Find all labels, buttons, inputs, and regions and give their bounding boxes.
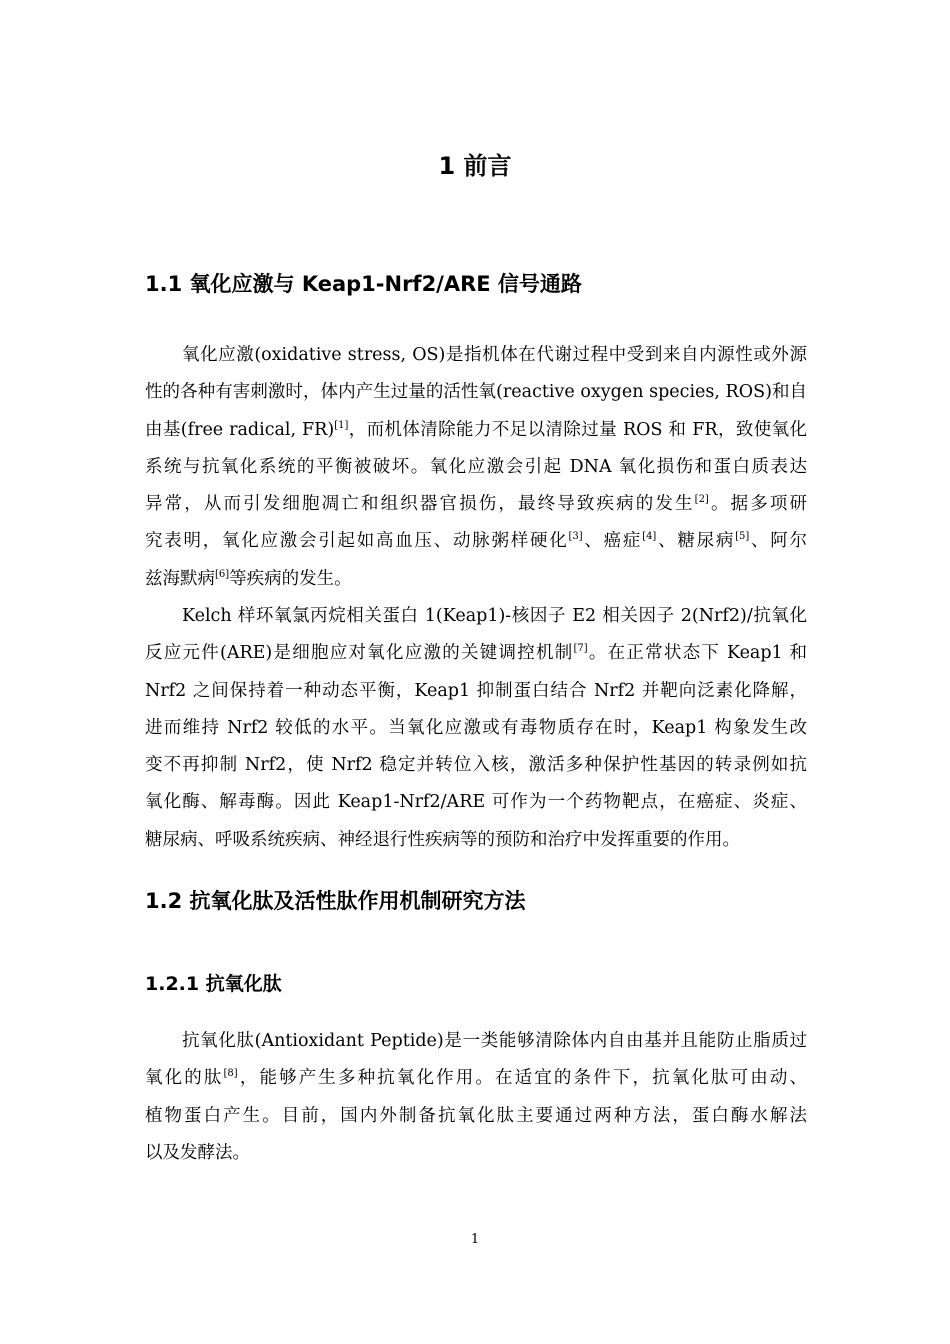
text-line (145, 747, 807, 784)
paragraph-oxidative-stress (145, 337, 807, 598)
text-run: 、糖尿病 (656, 531, 736, 552)
text-run: ，而机体清除能力不足以清除过量 ROS 和 FR，致使氧化 (348, 419, 807, 440)
text-run: Kelch 样环氧氯丙烷相关蛋白 1(Keap1)-核因子 E2 相关因子 2(Nrf2)/抗氧化 (182, 606, 807, 626)
section-heading-1-2: 1.2 抗氧化肽及活性肽作用机制研究方法 (145, 889, 526, 913)
text-run: 异常，从而引发细胞凋亡和组织器官损伤，最终导致疾病的发生 (145, 494, 695, 515)
text-line (145, 412, 807, 449)
text-run: 植物蛋白产生。目前，国内外制备抗氧化肽主要通过两种方法，蛋白酶水解法 (145, 1105, 807, 1126)
text-line (145, 710, 807, 747)
text-line (145, 486, 807, 523)
text-line (145, 1098, 807, 1135)
text-run: 、阿尔 (749, 531, 808, 552)
citation-marker: [7] (573, 643, 588, 655)
paragraph-antioxidant-peptide (145, 1023, 807, 1172)
chapter-title: 1 前言 (438, 152, 512, 180)
citation-marker: [4] (642, 531, 657, 543)
text-run: Nrf2 之间保持着一种动态平衡，Keap1 抑制蛋白结合 Nrf2 并靶向泛素化降解， (145, 680, 807, 701)
text-run: 等疾病的发生。 (229, 568, 352, 589)
text-run: 糖尿病、呼吸系统疾病、神经退行性疾病等的预防和治疗中发挥重要的作用。 (145, 829, 740, 850)
text-line (145, 598, 807, 635)
text-run: 氧化的肽 (145, 1068, 224, 1089)
text-run: ，能够产生多种抗氧化作用。在适宜的条件下，抗氧化肽可由动、 (237, 1068, 808, 1089)
citation-marker: [1] (334, 419, 349, 431)
text-run: 。据多项研 (708, 494, 807, 515)
text-run: 由基(free radical, FR) (145, 419, 335, 440)
text-line (145, 1023, 807, 1060)
text-line (145, 1135, 807, 1172)
text-run: 兹海默病 (145, 568, 215, 589)
text-line (145, 673, 807, 710)
text-run: 氧化酶、解毒酶。因此 Keap1-Nrf2/ARE 可作为一个药物靶点，在癌症、炎症、 (145, 792, 807, 813)
text-line (145, 822, 807, 859)
text-run: 究表明，氧化应激会引起如高血压、动脉粥样硬化 (145, 531, 569, 552)
paragraph-keap1-nrf2 (145, 598, 807, 859)
text-line (145, 374, 807, 411)
section-heading-1-2-1: 1.2.1 抗氧化肽 (145, 973, 282, 995)
text-line (145, 523, 807, 560)
text-line (145, 449, 807, 486)
text-run: 性的各种有害刺激时，体内产生过量的活性氧(reactive oxygen species, ROS)和自 (145, 382, 807, 403)
citation-marker: [2] (694, 494, 709, 506)
citation-marker: [6] (215, 568, 230, 580)
text-line (145, 337, 807, 374)
text-run: 以及发酵法。 (145, 1142, 250, 1163)
text-run: 系统与抗氧化系统的平衡被破坏。氧化应激会引起 DNA 氧化损伤和蛋白质表达 (145, 456, 807, 477)
citation-marker: [8] (223, 1068, 238, 1080)
citation-marker: [5] (735, 531, 750, 543)
text-line (145, 1060, 807, 1097)
text-run: 抗氧化肽(Antioxidant Peptide)是一类能够清除体内自由基并且能防止脂质过 (182, 1031, 807, 1051)
text-run: 、癌症 (582, 531, 643, 552)
text-line (145, 635, 807, 672)
text-line (145, 561, 807, 598)
text-run: 反应元件(ARE)是细胞应对氧化应激的关键调控机制 (145, 643, 574, 664)
text-run: 变不再抑制 Nrf2，使 Nrf2 稳定并转位入核，激活多种保护性基因的转录例如抗 (145, 755, 807, 776)
text-line (145, 784, 807, 821)
text-run: 。在正常状态下 Keap1 和 (587, 643, 808, 664)
citation-marker: [3] (568, 531, 583, 543)
section-heading-1-1: 1.1 氧化应激与 Keap1-Nrf2/ARE 信号通路 (145, 272, 582, 296)
page-number: 1 (470, 1232, 480, 1247)
text-run: 进而维持 Nrf2 较低的水平。当氧化应激或有毒物质存在时，Keap1 构象发生改 (145, 717, 807, 738)
text-run: 氧化应激(oxidative stress, OS)是指机体在代谢过程中受到来自内源性或外源 (182, 345, 807, 365)
